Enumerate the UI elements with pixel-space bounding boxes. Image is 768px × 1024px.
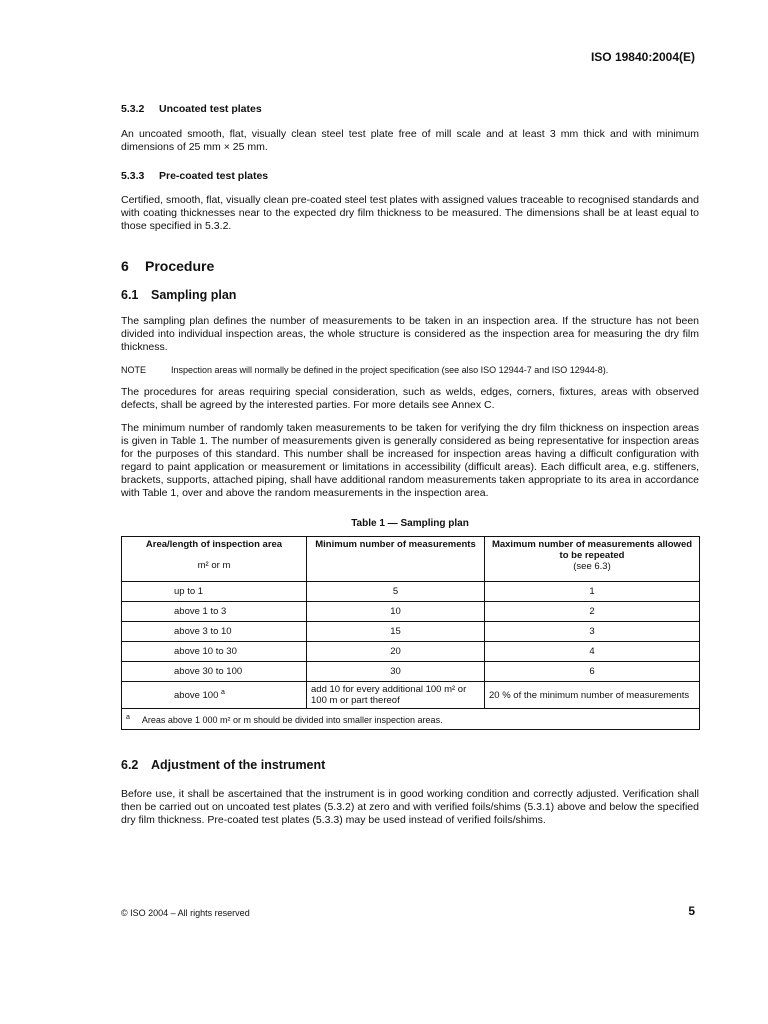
minimum-cell: 10	[307, 602, 485, 622]
section-title: Procedure	[145, 258, 215, 274]
section-5-3-3-text: Certified, smooth, flat, visually clean pre-coated steel test plates with assigned values traceable to recognised standards and with coating thicknesses near to the expected dry film thickness to be measured. The dimensions shall be at least equal to those specified in 5.3.2.	[121, 194, 699, 232]
area-cell: above 1 to 3	[122, 602, 307, 622]
section-title: Sampling plan	[151, 288, 237, 302]
header-maximum-label: Maximum number of measurements allowed to be repeated	[491, 539, 693, 561]
document-id-header: ISO 19840:2004(E)	[590, 50, 695, 64]
minimum-cell: 20	[307, 642, 485, 662]
copyright-footer: © ISO 2004 – All rights reserved	[121, 908, 250, 918]
maximum-cell: 3	[485, 622, 700, 642]
section-number: 6.2	[121, 758, 139, 772]
table-footnote-row	[122, 709, 700, 730]
header-minimum-measurements	[307, 537, 485, 582]
section-title: Uncoated test plates	[159, 103, 262, 115]
table-caption: Table 1 — Sampling plan	[351, 518, 469, 529]
table-footnote	[122, 709, 700, 730]
header-area-unit: m² or m	[197, 560, 231, 571]
page-number: 5	[688, 904, 695, 918]
maximum-cell: 6	[485, 662, 700, 682]
maximum-cell: 1	[485, 582, 700, 602]
maximum-cell: 4	[485, 642, 700, 662]
header-maximum-repeated	[485, 537, 700, 582]
sampling-plan-paragraph-2: The procedures for areas requiring special consideration, such as welds, edges, corners, fixtures, areas with observed defects, shall be agreed by the interested parties. For more details see Annex C.	[121, 386, 699, 411]
note	[121, 365, 699, 375]
table-header-row	[122, 537, 700, 582]
note-label: NOTE	[121, 365, 147, 375]
table-row	[122, 682, 700, 709]
sampling-plan-table	[121, 536, 700, 730]
sampling-plan-paragraph-1: The sampling plan defines the number of measurements to be taken in an inspection area. If the structure has not been divided into individual inspection areas, the whole structure is considered as the inspection area for measuring the dry film thickness.	[121, 315, 699, 353]
section-number: 6	[121, 258, 129, 274]
section-number: 6.1	[121, 288, 139, 302]
minimum-cell: add 10 for every additional 100 m² or 100 m or part thereof	[307, 682, 485, 709]
area-cell: above 30 to 100	[122, 662, 307, 682]
footnote-text: Areas above 1 000 m² or m should be divided into smaller inspection areas.	[141, 714, 443, 725]
section-5-3-2-text: An uncoated smooth, flat, visually clean steel test plate free of mill scale and at least 3 mm thick and with minimum dimensions of 25 mm × 25 mm.	[121, 128, 699, 153]
header-area-label: Area/length of inspection area	[145, 539, 283, 550]
minimum-cell: 5	[307, 582, 485, 602]
footnote-marker: a	[126, 713, 130, 721]
header-maximum-sub: (see 6.3)	[573, 561, 611, 572]
maximum-cell: 2	[485, 602, 700, 622]
section-5-3-3-heading	[121, 170, 699, 182]
section-title: Pre-coated test plates	[159, 170, 269, 182]
table-row	[122, 642, 700, 662]
table-row	[122, 582, 700, 602]
header-minimum-label: Minimum number of measurements	[315, 539, 476, 550]
section-6-2-heading	[121, 758, 699, 772]
section-6-1-heading	[121, 288, 699, 302]
area-cell: above 3 to 10	[122, 622, 307, 642]
header-area-length	[122, 537, 307, 582]
area-cell	[122, 682, 307, 709]
section-6-heading	[121, 258, 699, 274]
footnote-reference: a	[221, 688, 225, 696]
table-row	[122, 602, 700, 622]
page-content	[121, 103, 699, 827]
section-6-2-text: Before use, it shall be ascertained that the instrument is in good working condition and correctly adjusted. Verification shall then be carried out on uncoated test plates (5.3.2) at zero and with verified foils/shims (5.3.1) above and below the specified dry film thickness. Pre-coated test plates (5.3.3) may be used instead of verified foils/shims.	[121, 788, 699, 826]
note-text: Inspection areas will normally be defined in the project specification (see also ISO 12944-7 and ISO 12944-8).	[171, 365, 609, 375]
table-row	[122, 662, 700, 682]
section-title: Adjustment of the instrument	[151, 758, 326, 772]
area-label: above 100	[174, 690, 219, 702]
maximum-cell: 20 % of the minimum number of measurements	[485, 682, 700, 709]
area-cell: up to 1	[122, 582, 307, 602]
sampling-plan-paragraph-3: The minimum number of randomly taken measurements to be taken for verifying the dry film thickness on inspection areas is given in Table 1. The number of measurements given is generally considered as being representative for inspection areas for the purposes of this standard. This number shall be increased for inspection areas having a difficult configuration with regard to paint application or measurement or limitations in accessibility (difficult areas). Each difficult area, e.g. stiffeners, brackets, supports, attached piping, shall have additional random measurements taken appropriate to its area in accordance with Table 1, over and above the random measurements in the inspection area.	[121, 422, 699, 499]
section-number: 5.3.3	[121, 170, 145, 182]
minimum-cell: 15	[307, 622, 485, 642]
table-row	[122, 622, 700, 642]
minimum-cell: 30	[307, 662, 485, 682]
section-number: 5.3.2	[121, 103, 145, 115]
area-cell: above 10 to 30	[122, 642, 307, 662]
section-5-3-2-heading	[121, 103, 699, 115]
